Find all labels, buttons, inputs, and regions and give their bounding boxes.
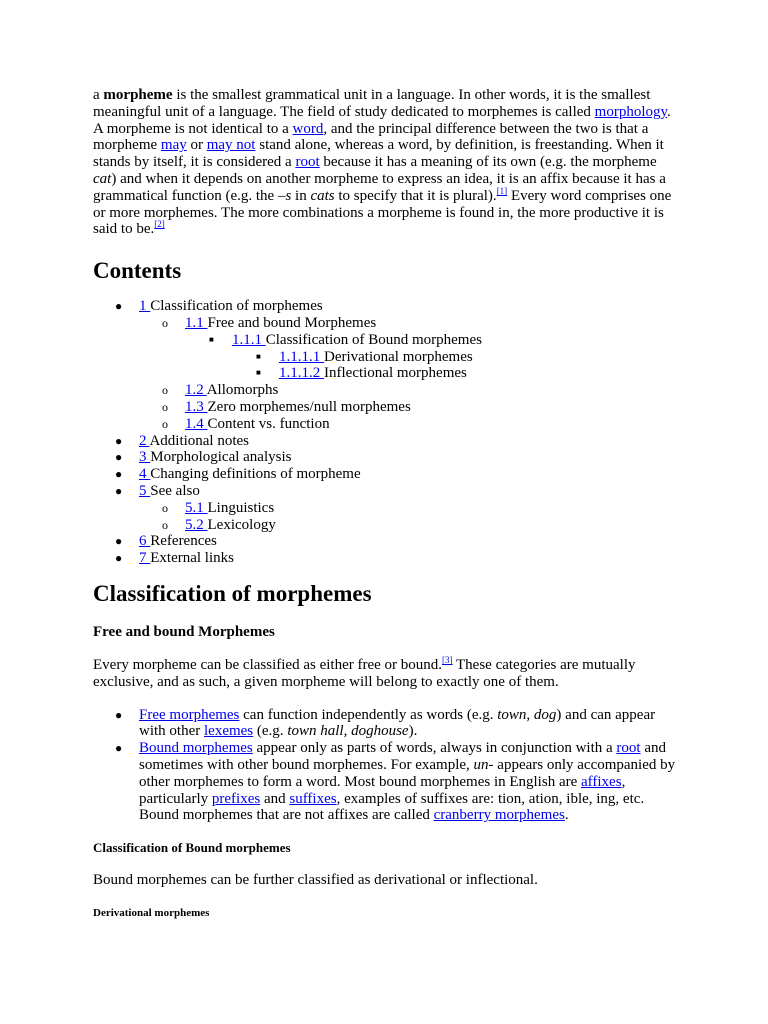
circle-bullet-icon: o [162,416,168,431]
list-item-bound: ● Bound morphemes appear only as parts of words, always in conjunction with a root and sometimes with other bound morphemes. For example, un- appears only accompanied by other morphemes to form a word. Most bound morphemes in English are affixes, particularly prefixes and suffixes, examples of suffixes are: tion, ation, ible, ing, etc. Bound morphemes that are not affixes are called cranberry morphemes. [115,740,676,824]
link-root-2[interactable]: root [616,740,641,757]
toc-item: ● 3 Morphological analysis [115,449,292,466]
toc-item: ● 7 External links [115,550,234,567]
toc-link[interactable]: 1.3 [185,398,208,415]
bullet-icon: ● [115,707,123,722]
article [93,87,683,920]
link-free-morphemes[interactable]: Free morphemes [139,706,240,723]
intro-paragraph: a morpheme is the smallest grammatical unit in a language. In other words, it is the smallest meaningful unit of a language. The field of study dedicated to morphemes is called morphology. A morpheme is not identical to a word, and the principal difference between the two is that a morpheme may or may not stand alone, whereas a word, by definition, is freestanding. When it stands by itself, it is considered a root because it has a meaning of its own (e.g. the morpheme cat) and when it depends on another morpheme to express an idea, it is an affix because it has a grammatical function (e.g. the –s in cats to specify that it is plural).[1] Every word comprises one or more morphemes. The more combinations a morpheme is found in, the more productive it is said to be.[2] [93,87,672,238]
section-heading-classification: Classification of morphemes [93,580,372,606]
toc-link[interactable]: 1.1.1.2 [279,365,324,382]
toc-link[interactable]: 3 [139,449,151,466]
list-item-free: ● Free morphemes can function independently as words (e.g. town, dog) and can appear with other lexemes (e.g. town hall, doghouse). [115,706,656,740]
toc-link[interactable]: 7 [139,550,151,567]
link-bound-morphemes[interactable]: Bound morphemes [139,740,253,757]
bullet-icon: ● [115,534,123,549]
link-may-not[interactable]: may not [206,137,256,154]
subsubsection-heading-bound-classification: Classification of Bound morphemes [93,840,291,856]
toc-link[interactable]: 1 [139,298,151,315]
contents-heading: Contents [93,258,182,284]
link-cranberry-morphemes[interactable]: cranberry morphemes [433,807,565,824]
heading-derivational-morphemes: Derivational morphemes [93,906,210,919]
link-morphology[interactable]: morphology [594,103,668,120]
ref-2-link[interactable]: [2] [154,219,165,230]
square-bullet-icon: ■ [209,334,214,344]
link-root[interactable]: root [295,154,320,171]
circle-bullet-icon: o [162,500,168,515]
toc-item: o 5.1 Linguistics [162,499,275,516]
link-may[interactable]: may [160,137,187,154]
toc-link[interactable]: 6 [139,533,151,550]
link-suffixes[interactable]: suffixes [289,790,337,807]
toc-link[interactable]: 1.1.1.1 [279,348,324,365]
toc-item: o 1.3 Zero morphemes/null morphemes [162,398,411,415]
toc-item: o 1.2 Allomorphs [162,382,279,399]
toc-item: ■ 1.1.1 Classification of Bound morphemes [209,331,482,348]
toc-item: ● 2 Additional notes [115,432,250,449]
link-prefixes[interactable]: prefixes [211,790,261,807]
toc-item: o 1.1 Free and bound Morphemes [162,314,377,331]
term-morpheme: morpheme [103,87,173,103]
circle-bullet-icon: o [162,383,168,398]
subsection-heading-free-bound: Free and bound Morphemes [93,623,275,640]
bullet-icon: ● [115,741,123,756]
link-word[interactable]: word [292,120,324,137]
toc-item: ■ 1.1.1.2 Inflectional morphemes [256,365,467,382]
toc-link[interactable]: 1.1.1 [232,331,266,348]
toc-item: ● 6 References [115,533,217,550]
toc-link[interactable]: 5.1 [185,499,208,516]
bullet-icon: ● [115,299,123,314]
ref-3-link[interactable]: [3] [442,654,453,665]
toc-link[interactable]: 4 [139,466,151,483]
toc-link[interactable]: 5.2 [185,516,208,533]
bullet-icon: ● [115,551,123,566]
bound-classification-paragraph: Bound morphemes can be further classified as derivational or inflectional. [93,872,538,889]
morpheme-type-list [93,707,683,825]
ref-1-link[interactable]: [1] [496,185,508,196]
toc-item: ■ 1.1.1.1 Derivational morphemes [256,348,473,365]
bullet-icon: ● [115,483,123,498]
toc-link[interactable]: 1.1 [185,314,208,331]
toc-link[interactable]: 5 [139,482,151,499]
toc-link[interactable]: 1.4 [185,415,208,432]
bullet-icon: ● [115,450,123,465]
toc-item: o 5.2 Lexicology [162,516,276,533]
bullet-icon: ● [115,433,123,448]
link-affixes[interactable]: affixes [581,773,622,790]
circle-bullet-icon: o [162,399,168,414]
square-bullet-icon: ■ [256,351,261,361]
toc-link[interactable]: 2 [139,432,150,449]
square-bullet-icon: ■ [256,368,261,378]
toc-item: ● 5 See also [115,482,200,499]
toc-item: ● 1 Classification of morphemes [115,298,323,315]
table-of-contents [93,298,683,567]
toc-item: ● 4 Changing definitions of morpheme [115,466,361,483]
toc-item: o 1.4 Content vs. function [162,415,330,432]
circle-bullet-icon: o [162,517,168,532]
link-lexemes[interactable]: lexemes [204,723,254,740]
bullet-icon: ● [115,467,123,482]
free-bound-paragraph: Every morpheme can be classified as either free or bound.[3] These categories are mutually exclusive, and as such, a given morpheme will belong to exactly one of them. [93,654,636,690]
circle-bullet-icon: o [162,315,168,330]
toc-link[interactable]: 1.2 [185,382,207,399]
